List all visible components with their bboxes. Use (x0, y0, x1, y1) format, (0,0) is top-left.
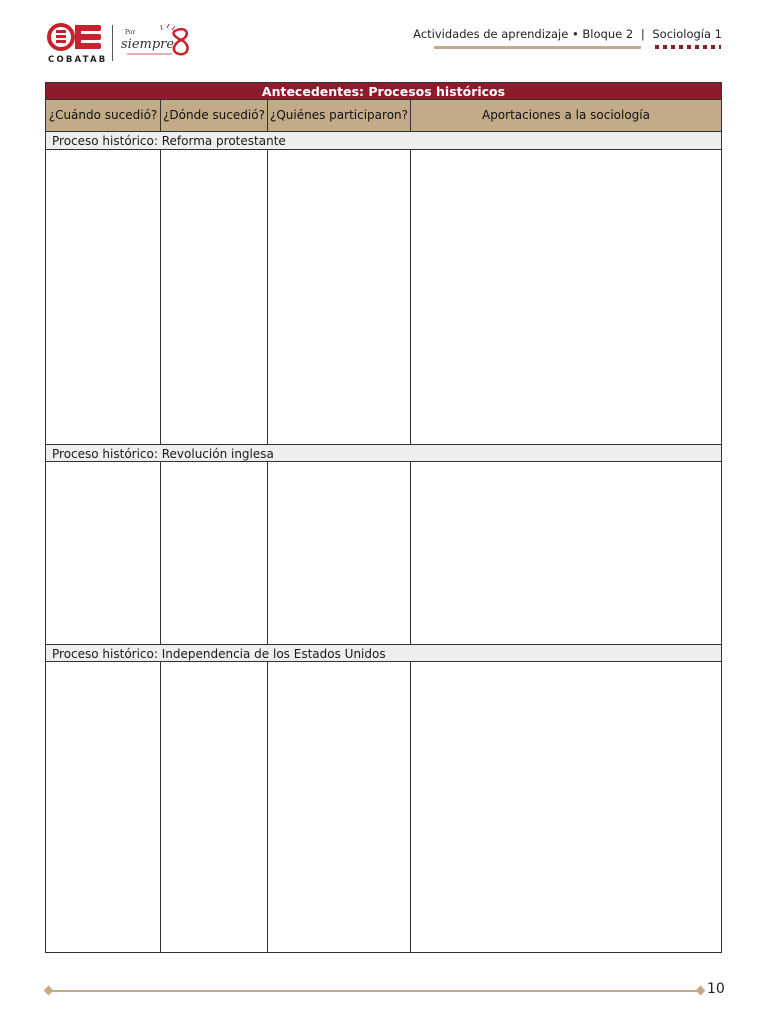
answer-cell-cuando[interactable] (46, 462, 161, 644)
section-label-reforma: Proceso histórico: Reforma protestante (46, 132, 721, 150)
worksheet-table (45, 82, 722, 953)
column-header-cuando: ¿Cuándo sucedió? (46, 100, 161, 131)
bullet-icon: • (571, 27, 579, 41)
answer-cell-donde[interactable] (161, 150, 268, 444)
answer-cell-cuando[interactable] (46, 150, 161, 444)
column-header-donde: ¿Dónde sucedió? (161, 100, 268, 131)
cobatab-logo-icon (47, 22, 107, 56)
section-label-independencia: Proceso histórico: Independencia de los Estados Unidos (46, 644, 721, 662)
answer-cell-quienes[interactable] (268, 462, 411, 644)
por-siempre-logo (117, 22, 197, 66)
answer-cell-aportaciones[interactable] (411, 150, 721, 444)
svg-text:Por: Por (125, 29, 136, 36)
cobatab-logo (47, 22, 197, 66)
answer-cell-donde[interactable] (161, 662, 268, 952)
column-header-quienes: ¿Quiénes participaron? (268, 100, 411, 131)
section-body-independencia (46, 662, 721, 952)
footer-diamond-right (696, 986, 706, 996)
answer-cell-quienes[interactable] (268, 662, 411, 952)
footer-rule (48, 990, 702, 992)
answer-cell-quienes[interactable] (268, 150, 411, 444)
answer-cell-donde[interactable] (161, 462, 268, 644)
header-activity: Actividades de aprendizaje (413, 27, 569, 41)
section-body-reforma (46, 150, 721, 444)
logo-divider (112, 25, 113, 61)
answer-cell-aportaciones[interactable] (411, 662, 721, 952)
page-number: 10 (707, 981, 725, 997)
header-dots (655, 45, 721, 49)
answer-cell-aportaciones[interactable] (411, 462, 721, 644)
section-label-revolucion: Proceso histórico: Revolución inglesa (46, 444, 721, 462)
cobatab-wordmark: COBATAB (48, 55, 108, 65)
header-separator: | (640, 27, 645, 41)
header-title (413, 27, 722, 41)
column-header-aportaciones: Aportaciones a la sociología (481, 108, 650, 122)
header-rule (434, 46, 641, 49)
table-header-row (46, 100, 721, 132)
table-title: Antecedentes: Procesos históricos (46, 83, 721, 100)
svg-text:siempre: siempre (121, 37, 175, 52)
header-bloque: Bloque 2 (582, 27, 634, 41)
header-subject: Sociología 1 (652, 27, 722, 41)
section-body-revolucion (46, 462, 721, 644)
answer-cell-cuando[interactable] (46, 662, 161, 952)
